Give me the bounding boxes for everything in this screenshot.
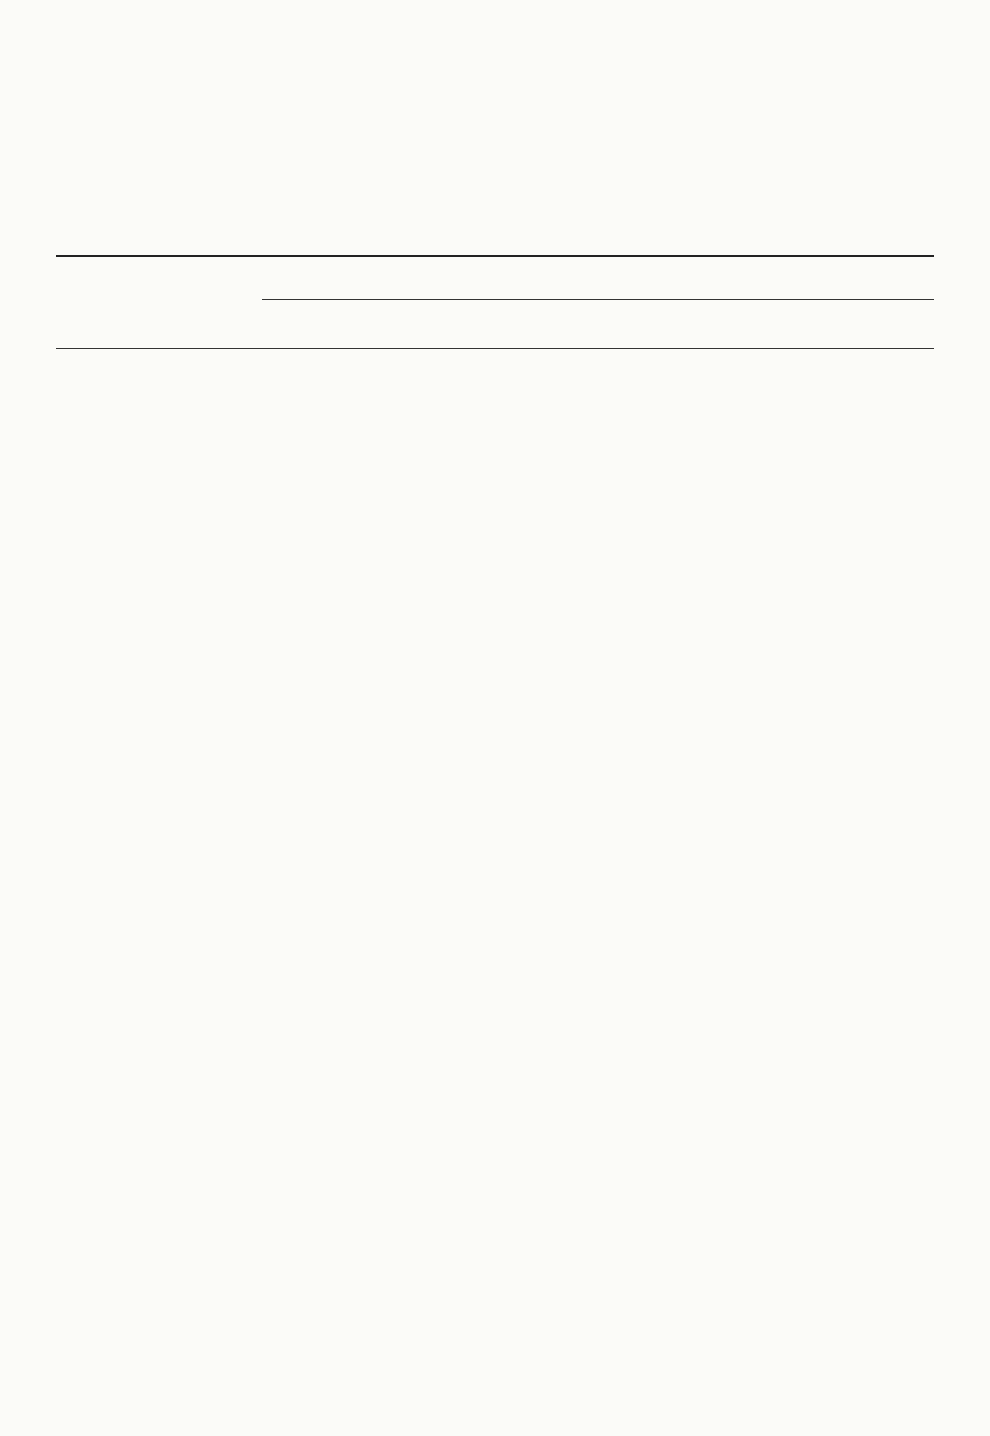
top-rule xyxy=(56,255,934,257)
header-bottom-rule xyxy=(56,348,934,349)
level-rule xyxy=(262,299,934,300)
